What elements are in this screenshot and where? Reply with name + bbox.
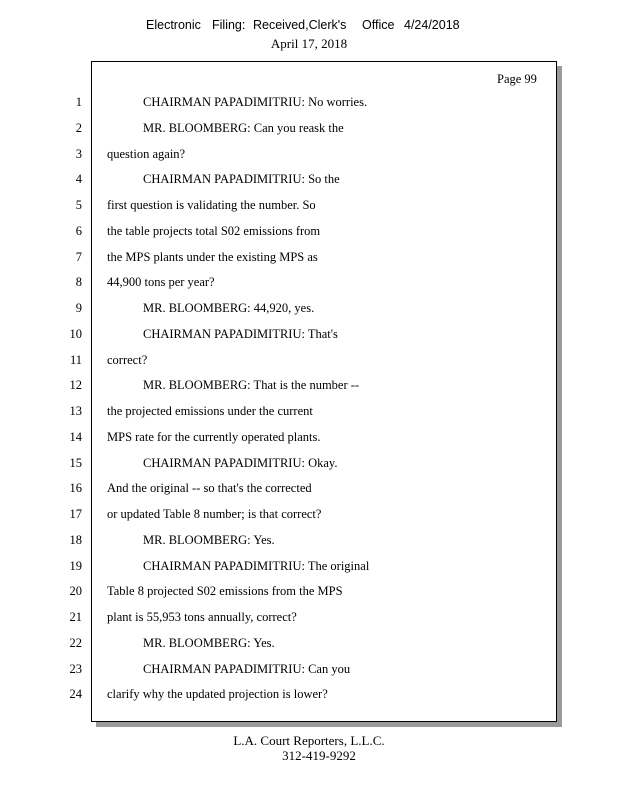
- line-number: 24: [69, 687, 82, 701]
- line-number: 15: [69, 456, 82, 470]
- transcript-line: first question is validating the number. So: [107, 198, 316, 212]
- line-number: 18: [69, 533, 82, 547]
- transcript-line: 44,900 tons per year?: [107, 275, 215, 289]
- line-number: 8: [75, 275, 82, 289]
- line-number: 22: [69, 636, 82, 650]
- transcript-line: MR. BLOOMBERG: Can you reask the: [143, 121, 344, 135]
- transcript-line: CHAIRMAN PAPADIMITRIU: The original: [143, 559, 370, 573]
- line-number: 17: [69, 507, 82, 521]
- line-number: 23: [69, 662, 82, 676]
- transcript-line: CHAIRMAN PAPADIMITRIU: Okay.: [143, 456, 338, 470]
- transcript-line: CHAIRMAN PAPADIMITRIU: That's: [143, 327, 338, 341]
- line-number: 20: [69, 584, 82, 598]
- transcript-line: MR. BLOOMBERG: Yes.: [143, 533, 275, 547]
- transcript-line: MR. BLOOMBERG: 44,920, yes.: [143, 301, 315, 315]
- transcript-line: the table projects total S02 emissions from: [107, 224, 321, 238]
- stamp-filing: Filing:: [212, 18, 246, 32]
- line-number: 21: [69, 610, 82, 624]
- transcript-line: CHAIRMAN PAPADIMITRIU: Can you: [143, 662, 351, 676]
- transcript-line: clarify why the updated projection is lower?: [107, 687, 328, 701]
- transcript-line: Table 8 projected S02 emissions from the MPS: [107, 584, 343, 598]
- line-number: 19: [69, 559, 82, 573]
- reporter-company: L.A. Court Reporters, L.L.C.: [233, 733, 385, 748]
- line-number: 9: [75, 301, 82, 315]
- line-number: 10: [69, 327, 82, 341]
- transcript-line: the MPS plants under the existing MPS as: [107, 250, 318, 264]
- transcript-line: And the original -- so that's the corrected: [107, 481, 312, 495]
- line-number: 14: [69, 430, 82, 444]
- stamp-office: Office: [362, 18, 395, 32]
- transcript-line: or updated Table 8 number; is that correct?: [107, 507, 322, 521]
- line-number: 1: [75, 95, 82, 109]
- line-number: 13: [69, 404, 82, 418]
- transcript-line: CHAIRMAN PAPADIMITRIU: No worries.: [143, 95, 368, 109]
- stamp-electronic: Electronic: [146, 18, 201, 32]
- stamp-filing-date: 4/24/2018: [404, 18, 460, 32]
- transcript-line: MR. BLOOMBERG: That is the number --: [143, 378, 360, 392]
- transcript-line: the projected emissions under the current: [107, 404, 313, 418]
- line-number: 3: [75, 147, 82, 161]
- line-number: 7: [75, 250, 82, 264]
- line-number: 12: [69, 378, 82, 392]
- transcript-line: CHAIRMAN PAPADIMITRIU: So the: [143, 172, 340, 186]
- hearing-date: April 17, 2018: [270, 36, 348, 51]
- line-number: 16: [69, 481, 82, 495]
- stamp-received-clerks: Received,Clerk's: [253, 18, 347, 32]
- transcript-line: MPS rate for the currently operated plants.: [107, 430, 321, 444]
- reporter-phone: 312-419-9292: [282, 748, 356, 763]
- line-number: 5: [75, 198, 82, 212]
- transcript-line: question again?: [107, 147, 186, 161]
- line-number: 2: [75, 121, 82, 135]
- line-number: 4: [75, 172, 82, 186]
- line-number: 11: [69, 353, 82, 367]
- page-number: Page 99: [497, 72, 537, 86]
- transcript-line: plant is 55,953 tons annually, correct?: [107, 610, 297, 624]
- transcript-line: MR. BLOOMBERG: Yes.: [143, 636, 275, 650]
- line-number: 6: [75, 224, 82, 238]
- transcript-line: correct?: [107, 353, 148, 367]
